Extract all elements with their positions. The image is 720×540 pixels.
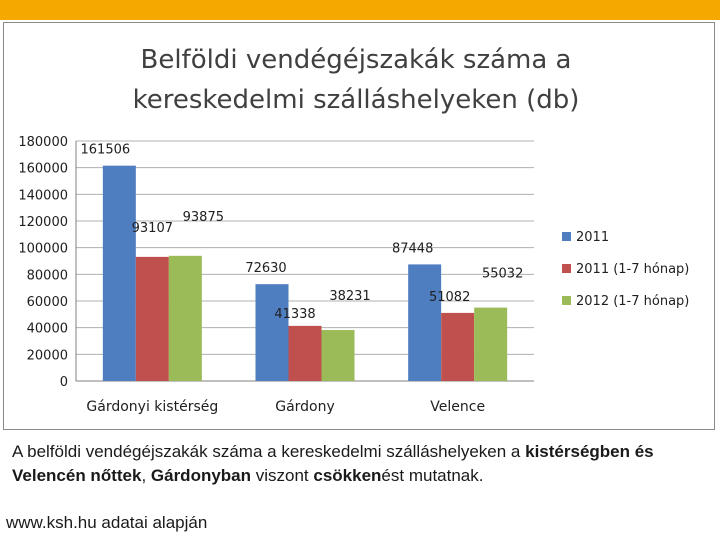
y-tick-label: 60000 <box>26 295 68 310</box>
y-tick-label: 40000 <box>26 321 68 337</box>
x-category-label: Gárdony <box>275 399 335 415</box>
y-tick-label: 100000 <box>18 241 68 257</box>
bar-3 <box>322 330 355 381</box>
data-label: 41338 <box>274 306 316 322</box>
bar-1 <box>103 166 136 381</box>
bar-chart <box>4 23 714 429</box>
bar-2 <box>136 257 169 381</box>
top-accent-bar <box>0 0 720 20</box>
chart-title-line-1: Belföldi vendégéjszakák száma a <box>140 45 572 75</box>
data-label: 93875 <box>182 209 225 225</box>
source-note: www.ksh.hu adatai alapján <box>6 513 208 532</box>
caption-bold-2: Gárdonyban <box>150 466 252 485</box>
legend-swatch <box>562 296 571 305</box>
legend-label: 2011 <box>576 230 610 245</box>
legend-swatch <box>562 264 571 273</box>
data-label: 87448 <box>391 241 434 257</box>
bar-2 <box>441 313 474 381</box>
bar-2 <box>289 326 322 381</box>
y-tick-label: 140000 <box>18 188 68 204</box>
caption-part-1: A belföldi vendégéjszakák száma a kereskedelmi szálláshelyeken a <box>12 442 526 461</box>
x-category-label: Velence <box>430 399 486 415</box>
caption-bold-3: csökken <box>313 466 382 485</box>
y-tick-label: 80000 <box>26 268 68 284</box>
bar-1 <box>256 284 289 381</box>
chart-title-line-2: kereskedelmi szálláshelyeken (db) <box>132 85 580 115</box>
bar-3 <box>169 256 202 381</box>
x-category-label: Gárdonyi kistérség <box>86 399 219 415</box>
bar-3 <box>474 308 507 381</box>
caption-part-2: , <box>141 466 151 485</box>
y-tick-label: 120000 <box>18 215 68 230</box>
data-label: 38231 <box>329 289 371 305</box>
caption-part-4: ést mutatnak. <box>381 466 484 485</box>
data-label: 161506 <box>80 142 131 158</box>
data-label: 51082 <box>428 289 471 305</box>
data-label: 72630 <box>245 261 287 277</box>
bar-1 <box>408 264 441 381</box>
chart-frame <box>3 22 715 430</box>
caption-text <box>12 440 702 488</box>
legend-label: 2011 (1-7 hónap) <box>576 262 690 277</box>
y-tick-label: 180000 <box>18 135 68 150</box>
data-label: 93107 <box>131 220 174 236</box>
y-tick-label: 160000 <box>18 161 68 177</box>
data-label: 55032 <box>481 266 524 282</box>
caption-bold-1: kistérségben és Velencén nőttek <box>12 442 654 485</box>
y-tick-label: 20000 <box>26 348 68 364</box>
legend-swatch <box>562 232 571 241</box>
caption-part-3: viszont <box>251 466 314 485</box>
y-tick-label: 0 <box>59 375 68 390</box>
legend-label: 2012 (1-7 hónap) <box>576 294 690 309</box>
